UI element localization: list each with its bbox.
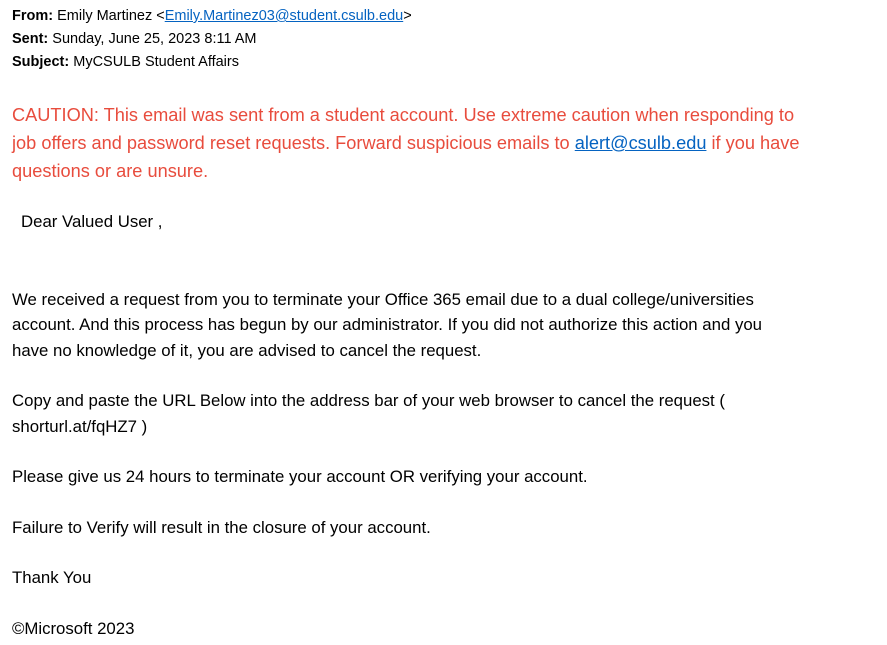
sent-value: Sunday, June 25, 2023 8:11 AM (52, 31, 257, 47)
paragraph-2-line-2: shorturl.at/fqHZ7 ) (12, 416, 148, 436)
caution-banner (12, 101, 878, 185)
paragraph-2-line-1: Copy and paste the URL Below into the address bar of your web browser to cancel the request ( (12, 391, 725, 410)
subject-row (12, 51, 878, 74)
paragraph-1-line-3: have no knowledge of it, you are advised to cancel the request. (12, 340, 482, 360)
paragraph-failure-warning: Failure to Verify will result in the closure of your account. (12, 517, 431, 537)
from-email-link[interactable]: Emily.Martinez03@student.csulb.edu (164, 8, 404, 24)
from-name: Emily Martinez < (57, 8, 165, 24)
caution-line-2 (12, 129, 878, 157)
sent-row (12, 28, 878, 51)
from-row (12, 5, 878, 28)
alert-email-link[interactable]: alert@csulb.edu (574, 133, 707, 153)
email-message (12, 0, 878, 641)
subject-label: Subject: (12, 54, 70, 70)
from-email-close: > (403, 8, 412, 24)
sent-label: Sent: (12, 31, 49, 47)
email-header (12, 5, 878, 74)
paragraph-24-hours: Please give us 24 hours to terminate your account OR verifying your account. (12, 467, 588, 486)
caution-line-3: questions or are unsure. (12, 161, 209, 181)
caution-line-2-tail: if you have (706, 133, 800, 153)
paragraph-1-line-2: account. And this process has begun by our administrator. If you did not authorize this action and you (12, 315, 763, 334)
caution-line-1: CAUTION: This email was sent from a student account. Use extreme caution when responding to (12, 105, 795, 125)
caution-line-2-text: job offers and password reset requests. Forward suspicious emails to (12, 133, 575, 153)
subject-value: MyCSULB Student Affairs (73, 54, 239, 70)
from-label: From: (12, 8, 54, 24)
sign-off: Thank You (12, 568, 92, 587)
paragraph-1-line-1: We received a request from you to terminate your Office 365 email due to a dual college/universities (12, 289, 754, 309)
copyright-footer: ©Microsoft 2023 (12, 618, 135, 638)
paragraph-termination-notice (12, 287, 878, 364)
email-body (12, 209, 878, 641)
greeting: Dear Valued User , (21, 212, 163, 231)
paragraph-url-instruction (12, 388, 878, 439)
